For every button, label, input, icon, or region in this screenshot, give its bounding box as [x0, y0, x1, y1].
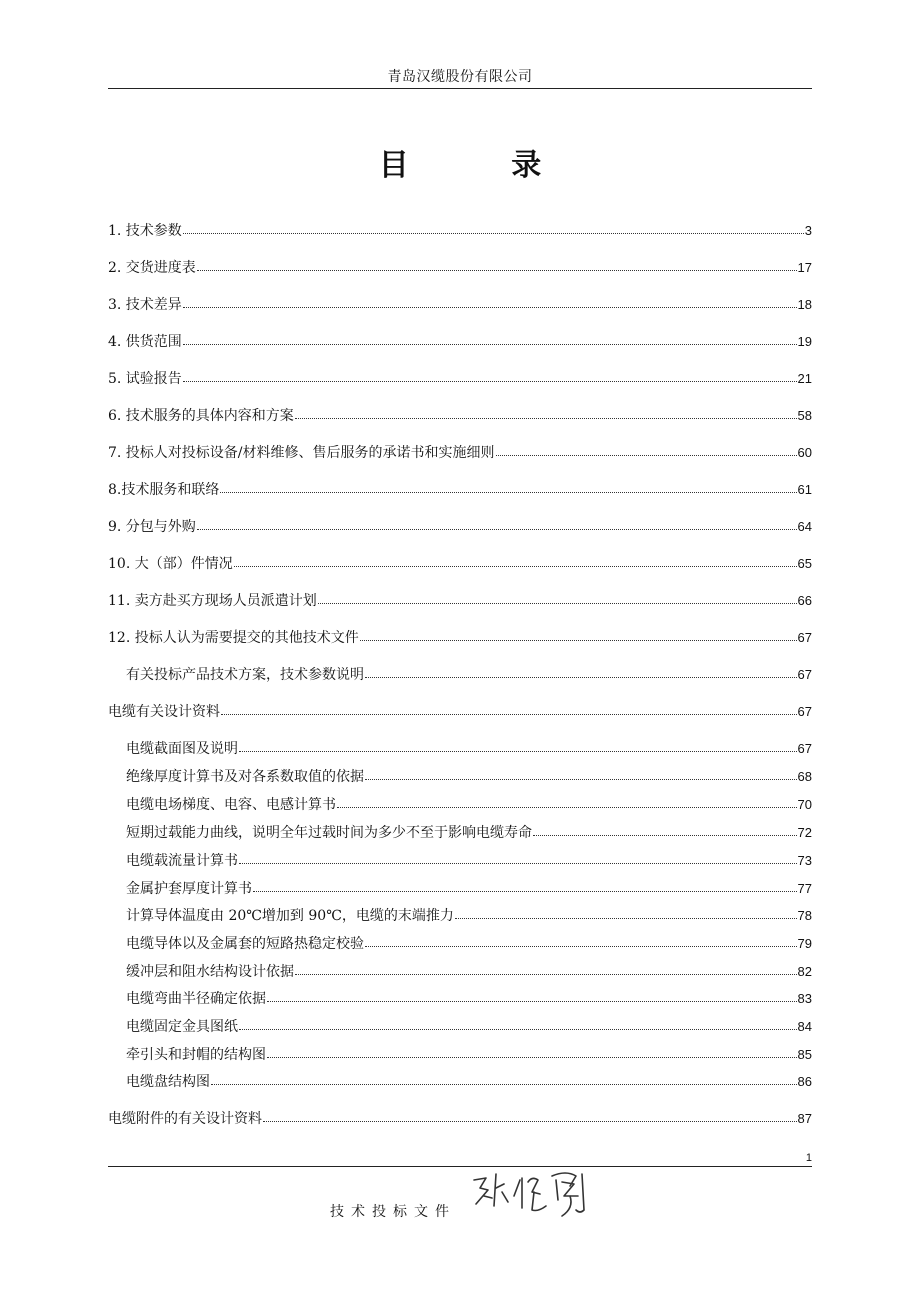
- dot-leader: [183, 330, 797, 345]
- toc-entry-page: 61: [797, 482, 812, 497]
- toc-entry[interactable]: [126, 1016, 812, 1037]
- dot-leader: [183, 293, 797, 308]
- toc-entry[interactable]: [126, 822, 812, 843]
- toc-entry[interactable]: [126, 988, 812, 1009]
- toc-entry-page: 66: [797, 593, 812, 608]
- toc-entry-page: 21: [797, 371, 812, 386]
- dot-leader: [267, 1043, 797, 1058]
- toc-entry-label: 3. 技术差异: [108, 297, 182, 313]
- toc-entry-page: 77: [797, 881, 812, 896]
- toc-entry-label: 电缆电场梯度、电容、电感计算书: [126, 797, 336, 813]
- toc-entry[interactable]: [108, 553, 812, 574]
- toc-entry-page: 78: [797, 908, 812, 923]
- toc-entry-page: 87: [797, 1111, 812, 1126]
- toc-entry[interactable]: [108, 331, 812, 352]
- toc-entry[interactable]: [126, 1044, 812, 1065]
- toc-entry[interactable]: [126, 794, 812, 815]
- dot-leader: [221, 700, 797, 715]
- document-type-footer: 技术投标文件: [330, 1204, 456, 1220]
- dot-leader: [318, 589, 797, 604]
- toc-entry-page: 72: [797, 825, 812, 840]
- dot-leader: [253, 877, 797, 892]
- toc-entry[interactable]: [108, 1108, 812, 1129]
- toc-entry[interactable]: [126, 850, 812, 871]
- toc-entry-label: 电缆盘结构图: [126, 1074, 210, 1090]
- toc-entry-label: 缓冲层和阻水结构设计依据: [126, 964, 294, 980]
- dot-leader: [183, 367, 797, 382]
- toc-entry-page: 67: [797, 667, 812, 682]
- toc-entry-label: 牵引头和封帽的结构图: [126, 1047, 266, 1063]
- toc-entry-label: 9. 分包与外购: [108, 519, 196, 535]
- toc-entry[interactable]: [126, 738, 812, 759]
- dot-leader: [239, 1015, 797, 1030]
- toc-entry[interactable]: [108, 590, 812, 611]
- dot-leader: [365, 932, 797, 947]
- toc-entry-label: 7. 投标人对投标设备/材料维修、售后服务的承诺书和实施细则: [108, 445, 495, 461]
- dot-leader: [365, 663, 797, 678]
- toc-entry[interactable]: [126, 905, 812, 926]
- dot-leader: [211, 1070, 797, 1085]
- toc-entry-label: 电缆导体以及金属套的短路热稳定校验: [126, 936, 364, 952]
- toc-entry-label: 电缆有关设计资料: [108, 704, 220, 720]
- toc-entry-label: 绝缘厚度计算书及对各系数取值的依据: [126, 769, 364, 785]
- toc-entry[interactable]: [126, 961, 812, 982]
- toc-entry-label: 电缆截面图及说明: [126, 741, 238, 757]
- toc-entry-label: 12. 投标人认为需要提交的其他技术文件: [108, 630, 359, 646]
- dot-leader: [295, 960, 797, 975]
- company-header: 青岛汉缆股份有限公司: [387, 69, 533, 85]
- dot-leader: [239, 737, 797, 752]
- toc-entry[interactable]: [108, 627, 812, 648]
- toc-entry[interactable]: [126, 933, 812, 954]
- toc-entry-label: 电缆载流量计算书: [126, 853, 238, 869]
- dot-leader: [337, 793, 797, 808]
- dot-leader: [197, 256, 797, 271]
- dot-leader: [183, 219, 804, 234]
- toc-entry-page: 58: [797, 408, 812, 423]
- toc-entry-label: 5. 试验报告: [108, 371, 182, 387]
- toc-entry[interactable]: [108, 701, 812, 722]
- toc-entry[interactable]: [108, 220, 812, 241]
- toc-entry-label: 计算导体温度由 20℃增加到 90℃，电缆的末端推力: [126, 908, 454, 924]
- dot-leader: [295, 404, 797, 419]
- toc-entry-page: 64: [797, 519, 812, 534]
- toc-entry-page: 68: [797, 769, 812, 784]
- toc-entry[interactable]: [108, 257, 812, 278]
- dot-leader: [360, 626, 797, 641]
- toc-entry-page: 85: [797, 1047, 812, 1062]
- dot-leader: [234, 552, 797, 567]
- toc-entry-page: 17: [797, 260, 812, 275]
- dot-leader: [197, 515, 797, 530]
- dot-leader: [455, 904, 797, 919]
- toc-entry-label: 4. 供货范围: [108, 334, 182, 350]
- toc-entry-page: 73: [797, 853, 812, 868]
- dot-leader: [267, 987, 797, 1002]
- toc-entry[interactable]: [108, 368, 812, 389]
- toc-entry[interactable]: [108, 479, 812, 500]
- toc-entry[interactable]: [108, 442, 812, 463]
- toc-entry-page: 70: [797, 797, 812, 812]
- toc-entry-page: 3: [804, 223, 812, 238]
- toc-entry-page: 79: [797, 936, 812, 951]
- toc-entry-label: 1. 技术参数: [108, 223, 182, 239]
- toc-entry[interactable]: [126, 878, 812, 899]
- toc-entry-label: 金属护套厚度计算书: [126, 881, 252, 897]
- page-title: 目 录: [378, 148, 588, 183]
- toc-entry-page: 83: [797, 991, 812, 1006]
- toc-entry-page: 67: [797, 704, 812, 719]
- toc-entry-label: 11. 卖方赴买方现场人员派遣计划: [108, 593, 317, 609]
- toc-entry-page: 86: [797, 1074, 812, 1089]
- toc-entry-page: 67: [797, 630, 812, 645]
- dot-leader: [239, 849, 797, 864]
- dot-leader: [263, 1107, 797, 1122]
- toc-entry-page: 18: [797, 297, 812, 312]
- toc-entry-label: 电缆弯曲半径确定依据: [126, 991, 266, 1007]
- toc-entry[interactable]: [108, 294, 812, 315]
- dot-leader: [496, 441, 797, 456]
- toc-entry-label: 电缆固定金具图纸: [126, 1019, 238, 1035]
- toc-entry[interactable]: [126, 664, 812, 685]
- dot-leader: [365, 765, 797, 780]
- handwritten-signature: [466, 1166, 596, 1226]
- toc-entry-label: 10. 大（部）件情况: [108, 556, 233, 572]
- toc-entry[interactable]: [108, 516, 812, 537]
- toc-entry-label: 2. 交货进度表: [108, 260, 196, 276]
- toc-entry-label: 6. 技术服务的具体内容和方案: [108, 408, 294, 424]
- toc-entry-page: 60: [797, 445, 812, 460]
- toc-entry-page: 19: [797, 334, 812, 349]
- page-number: 1: [805, 1152, 812, 1164]
- toc-entry-page: 84: [797, 1019, 812, 1034]
- toc-entry-label: 短期过载能力曲线，说明全年过载时间为多少不至于影响电缆寿命: [126, 825, 532, 841]
- footer-divider: [108, 1166, 812, 1167]
- toc-entry[interactable]: [126, 766, 812, 787]
- toc-entry[interactable]: [108, 405, 812, 426]
- toc-entry-page: 67: [797, 741, 812, 756]
- dot-leader: [220, 478, 796, 493]
- toc-entry-label: 电缆附件的有关设计资料: [108, 1111, 262, 1127]
- toc-entry-page: 82: [797, 964, 812, 979]
- toc-entry-page: 65: [797, 556, 812, 571]
- toc-entry-label: 8.技术服务和联络: [108, 482, 220, 498]
- dot-leader: [533, 821, 797, 836]
- toc-entry[interactable]: [126, 1071, 812, 1092]
- toc-entry-label: 有关投标产品技术方案，技术参数说明: [126, 667, 364, 683]
